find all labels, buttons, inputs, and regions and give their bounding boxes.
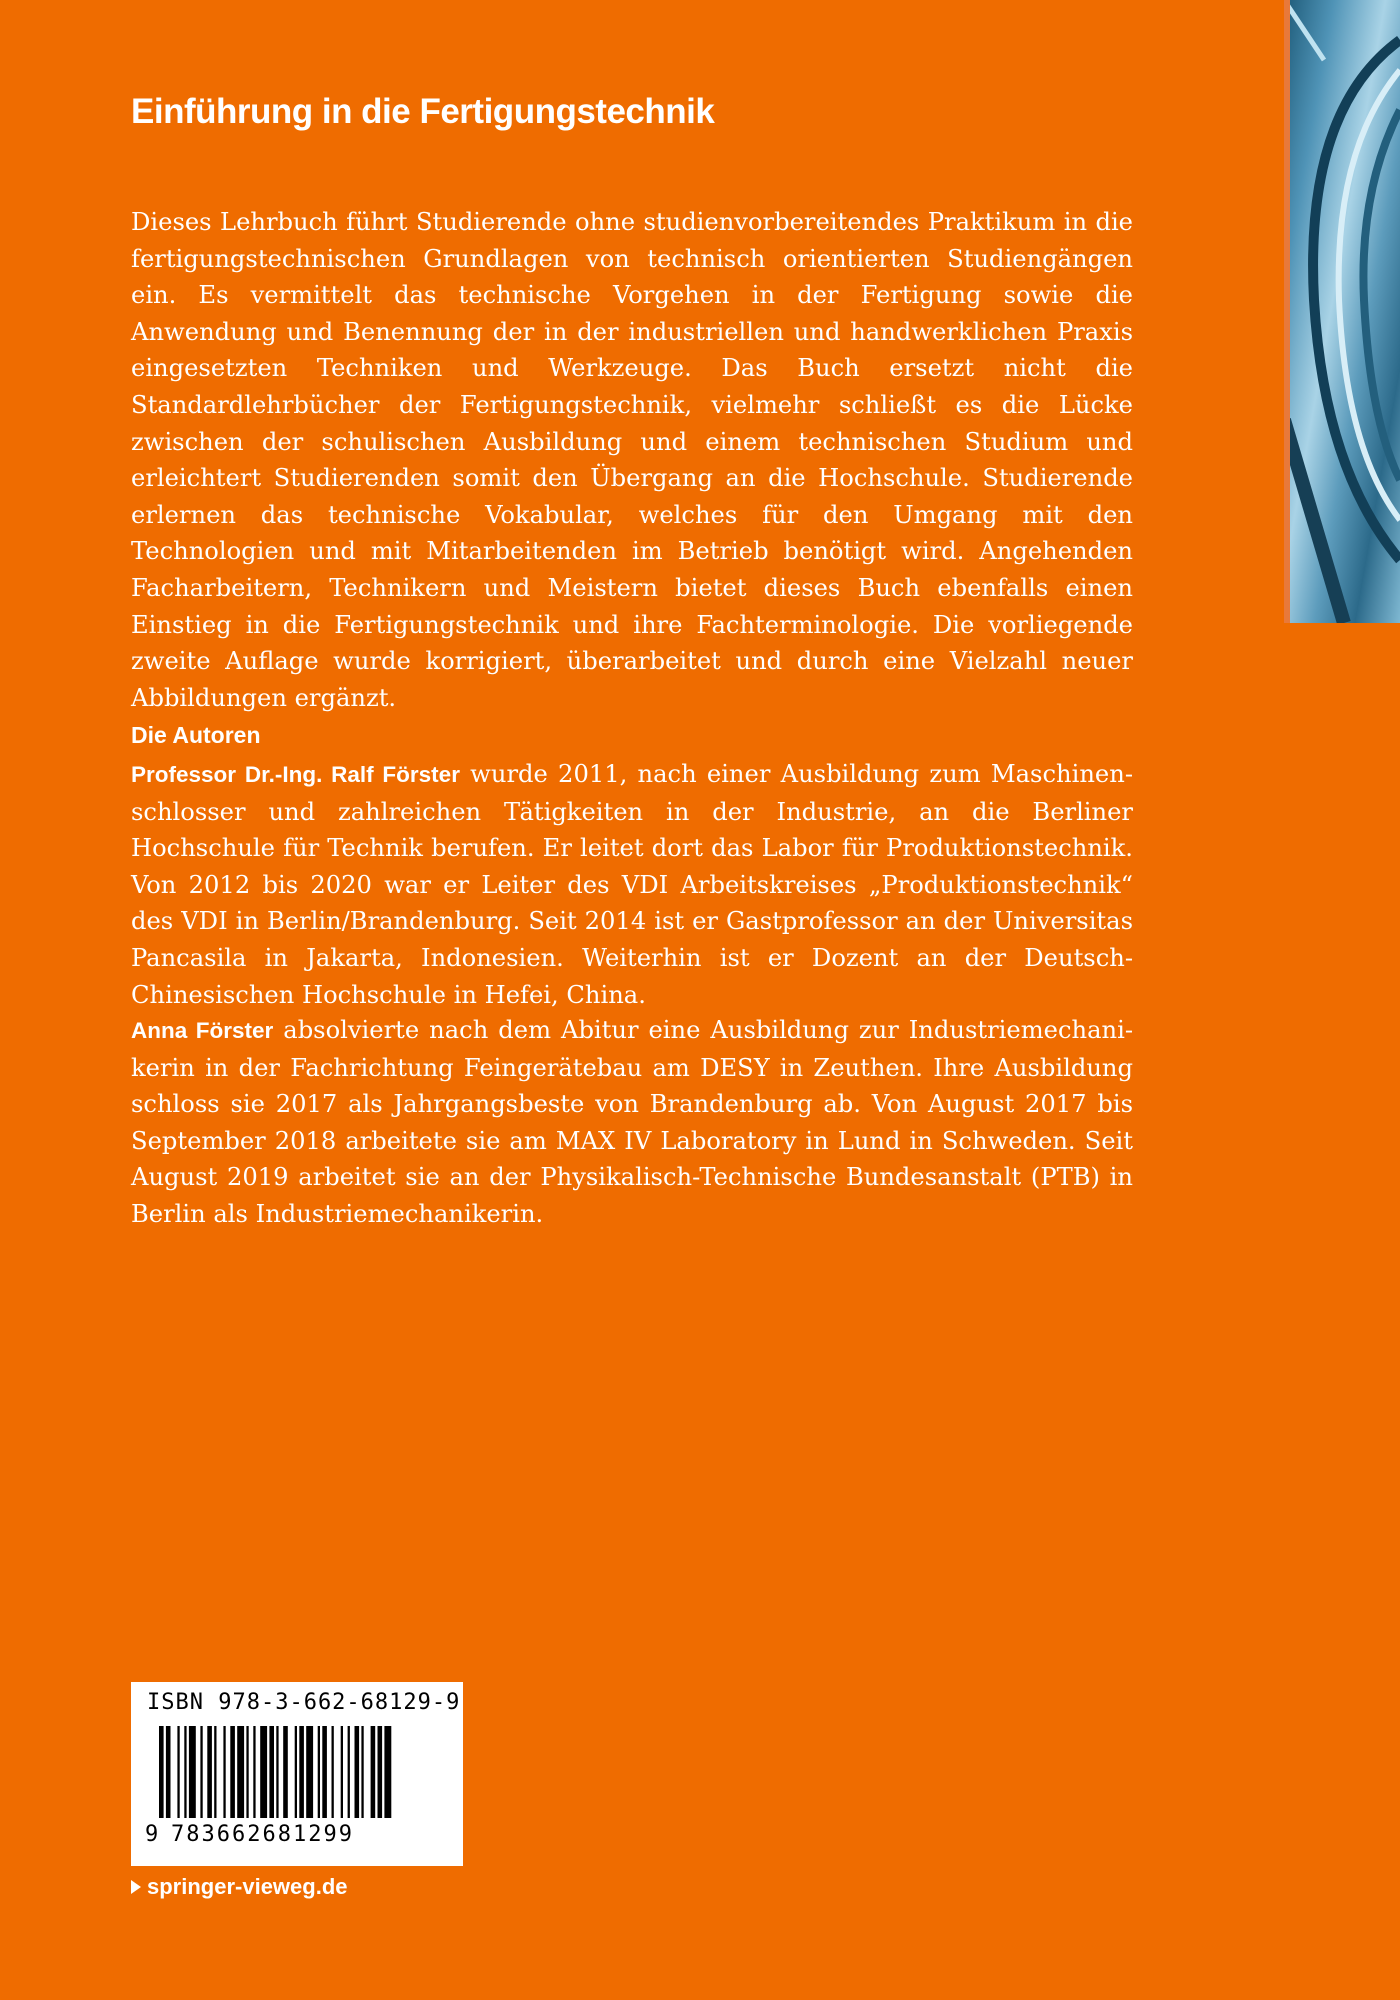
author-bio-ralf: [131, 756, 1133, 1013]
barcode-bar: [322, 1726, 327, 1818]
barcode-bar: [348, 1726, 350, 1818]
authors-heading: Die Autoren: [131, 722, 261, 748]
barcode-bar: [184, 1726, 186, 1818]
barcode-bar: [361, 1726, 363, 1818]
cover-photo-graphic: [1284, 0, 1400, 623]
barcode-bar: [223, 1726, 225, 1818]
author-bio-text-ralf: wurde 2011, nach einer Ausbildung zum Maschinenschlosser und zahlreichen Tätigkeiten in der Industrie, an die Berliner Hochschule für Technik berufen. Er leitet dort das Labor für Produktionstechnik. Von 2012 bis 2020 war er Leiter des VDI Arbeitskreises „Produktionstechnik“ des VDI in Berlin/Brandenburg. Seit 2014 ist er Gastprofessor an der Universitas Pancasila in Jakarta, Indonesien. Weiterhin ist er Dozent an der Deutsch-Chinesischen Hochschule in Hefei, China.: [131, 760, 1133, 1009]
barcode-bar: [200, 1726, 202, 1818]
barcode-bar: [230, 1726, 235, 1818]
barcode-bar: [332, 1726, 334, 1818]
barcode-bar: [318, 1726, 320, 1818]
barcode-bar: [384, 1726, 391, 1818]
barcode-bar: [260, 1726, 267, 1818]
barcode-bar: [371, 1726, 376, 1818]
book-title: Einführung in die Fertigungstechnik: [131, 92, 715, 131]
author-name-anna: Anna Förster: [131, 1018, 274, 1043]
ean-digits: 783662681299: [171, 1822, 354, 1847]
author-bio-text-anna: absolvierte nach dem Abitur eine Ausbildung zur Industriemechanikerin in der Fachrichtung Feingerätebau am DESY in Zeuthen. Ihre Ausbildung schloss sie 2017 als Jahrgangsbeste von Brandenburg ab. Von August 2017 bis September 2018 arbeitete sie am MAX IV Laboratory in Lund in Schweden. Seit August 2019 arbeitet sie an der Physikalisch-Technische Bundesanstalt (PTB) in Berlin als Industriemechanikerin.: [131, 1016, 1133, 1228]
barcode-bar: [253, 1726, 255, 1818]
author-bio-anna: [131, 1012, 1133, 1233]
barcode-bar: [299, 1726, 304, 1818]
barcode-bar: [189, 1726, 196, 1818]
publisher-link[interactable]: [131, 1874, 348, 1900]
barcode-bar: [295, 1726, 297, 1818]
barcode-bar: [283, 1726, 288, 1818]
barcode-bar: [276, 1726, 278, 1818]
barcode-bar: [237, 1726, 244, 1818]
barcode-bar: [159, 1726, 164, 1818]
barcode-bar: [269, 1726, 274, 1818]
book-description: Dieses Lehrbuch führt Studierende ohne studienvorbereitendes Praktikum in die fertigungstechnischen Grundlagen von technisch orientierten Studiengängen ein. Es vermittelt das technische Vorgehen in der Fertigung sowie die Anwendung und Benennung der in der industriellen und handwerklichen Praxis eingesetzten Techniken und Werkzeuge. Das Buch ersetzt nicht die Standardlehrbücher der Fertigungstechnik, vielmehr schließt es die Lücke zwischen der schulischen Ausbildung und einem technischen Studium und erleichtert Studierenden somit den Übergang an die Hochschule. Studierende erlernen das technische Vokabular, welches für den Umgang mit den Technologien und mit Mitarbeitenden im Betrieb benötigt wird. Angehenden Facharbeitern, Technikern und Meistern bietet dieses Buch ebenfalls einen Einstieg in die Fertigungstechnik und ihre Fachterminologie. Die vorliegende zweite Auflage wurde korrigiert, überarbeitet und durch eine Vielzahl neuer Abbildungen ergänzt.: [131, 208, 1133, 712]
barcode-bar: [207, 1726, 212, 1818]
barcode-bar: [378, 1726, 383, 1818]
barcode-bar: [166, 1726, 171, 1818]
barcode-bars: [159, 1726, 439, 1830]
barcode-bar: [306, 1726, 313, 1818]
barcode-bar: [214, 1726, 216, 1818]
barcode-bar: [246, 1726, 248, 1818]
barcode-bar: [341, 1726, 343, 1818]
barcode-bar: [355, 1726, 360, 1818]
cover-photo-strip: [1284, 0, 1400, 623]
author-name-ralf: Professor Dr.-Ing. Ralf Förster: [131, 762, 460, 787]
ean-first-digit: 9: [145, 1822, 159, 1847]
play-triangle-icon: [131, 1880, 141, 1894]
isbn-label: ISBN 978-3-662-68129-9: [147, 1690, 461, 1715]
isbn-barcode: [131, 1682, 463, 1866]
barcode-bar: [177, 1726, 179, 1818]
publisher-website: springer-vieweg.de: [147, 1874, 348, 1899]
